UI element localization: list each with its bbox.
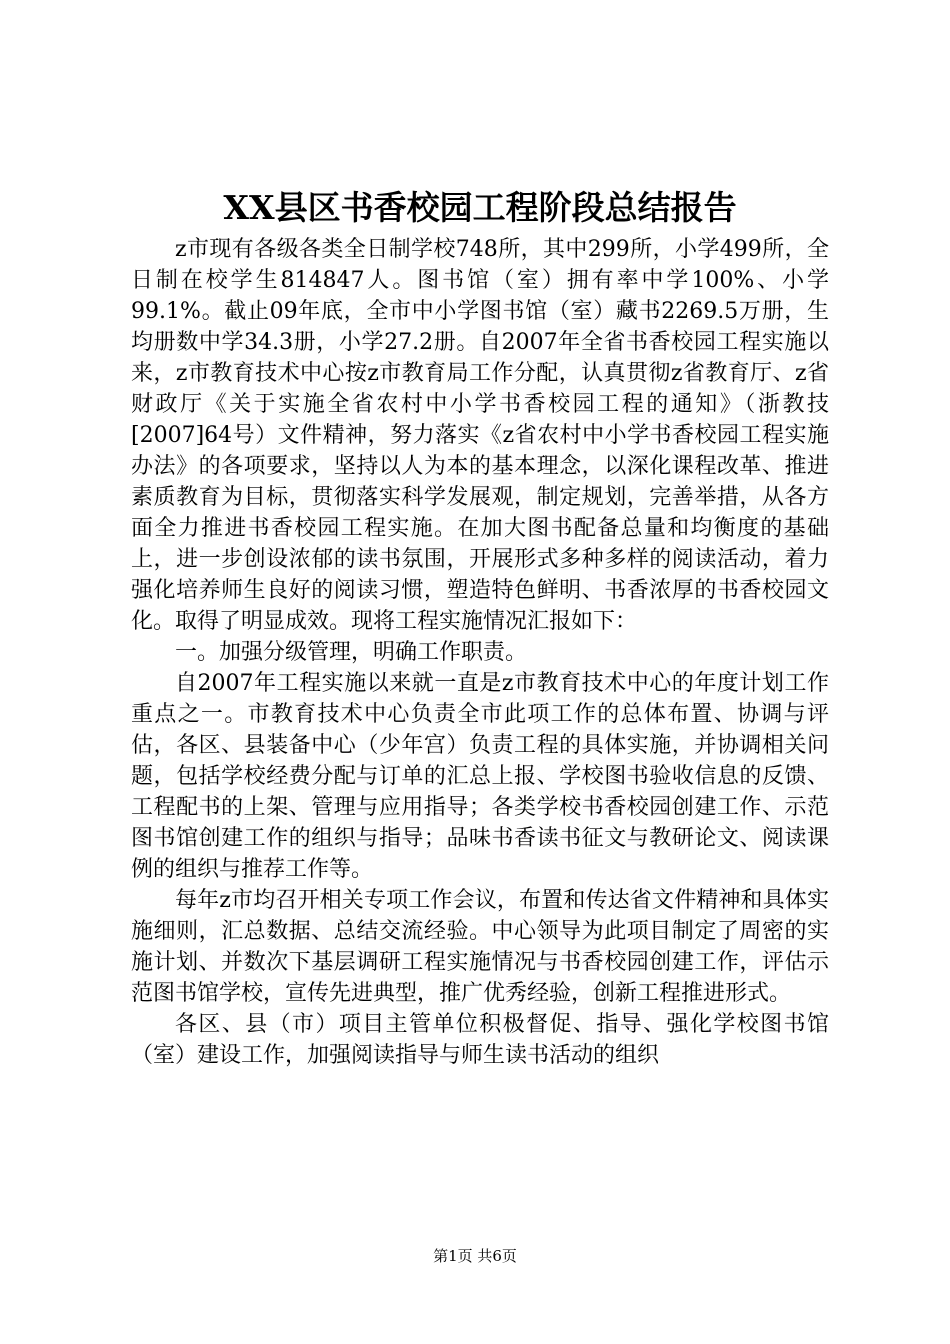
- paragraph: 各区、县（市）项目主管单位积极督促、指导、强化学校图书馆（室）建设工作，加强阅读指导与师生读书活动的组织: [131, 1012, 829, 1068]
- paragraph: 每年z市均召开相关专项工作会议，布置和传达省文件精神和具体实施细则，汇总数据、总结交流经验。中心领导为此项目制定了周密的实施计划、并数次下基层调研工程实施情况与书香校园创建工作，评估示范图书馆学校，宣传先进典型，推广优秀经验，创新工程推进形式。: [131, 888, 829, 1006]
- document-body: [131, 234, 829, 1071]
- section-heading: 一。加强分级管理，明确工作职责。: [175, 640, 528, 665]
- paragraph: 自2007年工程实施以来就一直是z市教育技术中心的年度计划工作重点之一。市教育技术中心负责全市此项工作的总体布置、协调与评估，各区、县装备中心（少年宫）负责工程的具体实施，并协调相关问题，包括学校经费分配与订单的汇总上报、学校图书验收信息的反馈、工程配书的上架、管理与应用指导；各类学校书香校园创建工作、示范图书馆创建工作的组织与指导；品味书香读书征文与教研论文、阅读课例的组织与推荐工作等。: [131, 671, 829, 882]
- page-title: XX县区书香校园工程阶段总结报告: [223, 188, 737, 227]
- page-footer: 第1页 共6页: [433, 1247, 517, 1265]
- paragraph: z市现有各级各类全日制学校748所，其中299所，小学499所，全日制在校学生814847人。图书馆（室）拥有率中学100%、小学99.1%。截止09年底，全市中小学图书馆（室）藏书2269.5万册，生均册数中学34.3册，小学27.2册。自2007年全省书香校园工程实施以来，z市教育技术中心按z市教育局工作分配，认真贯彻z省教育厅、z省财政厅《关于实施全省农村中小学书香校园工程的通知》（浙教技[2007]64号）文件精神，努力落实《z省农村中小学书香校园工程实施办法》的各项要求，坚持以人为本的基本理念，以深化课程改革、推进素质教育为目标，贯彻落实科学发展观，制定规划，完善举措，从各方面全力推进书香校园工程实施。在加大图书配备总量和均衡度的基础上，进一步创设浓郁的读书氛围，开展形式多种多样的阅读活动，着力强化培养师生良好的阅读习惯，塑造特色鲜明、书香浓厚的书香校园文化。取得了明显成效。现将工程实施情况汇报如下：: [131, 237, 829, 634]
